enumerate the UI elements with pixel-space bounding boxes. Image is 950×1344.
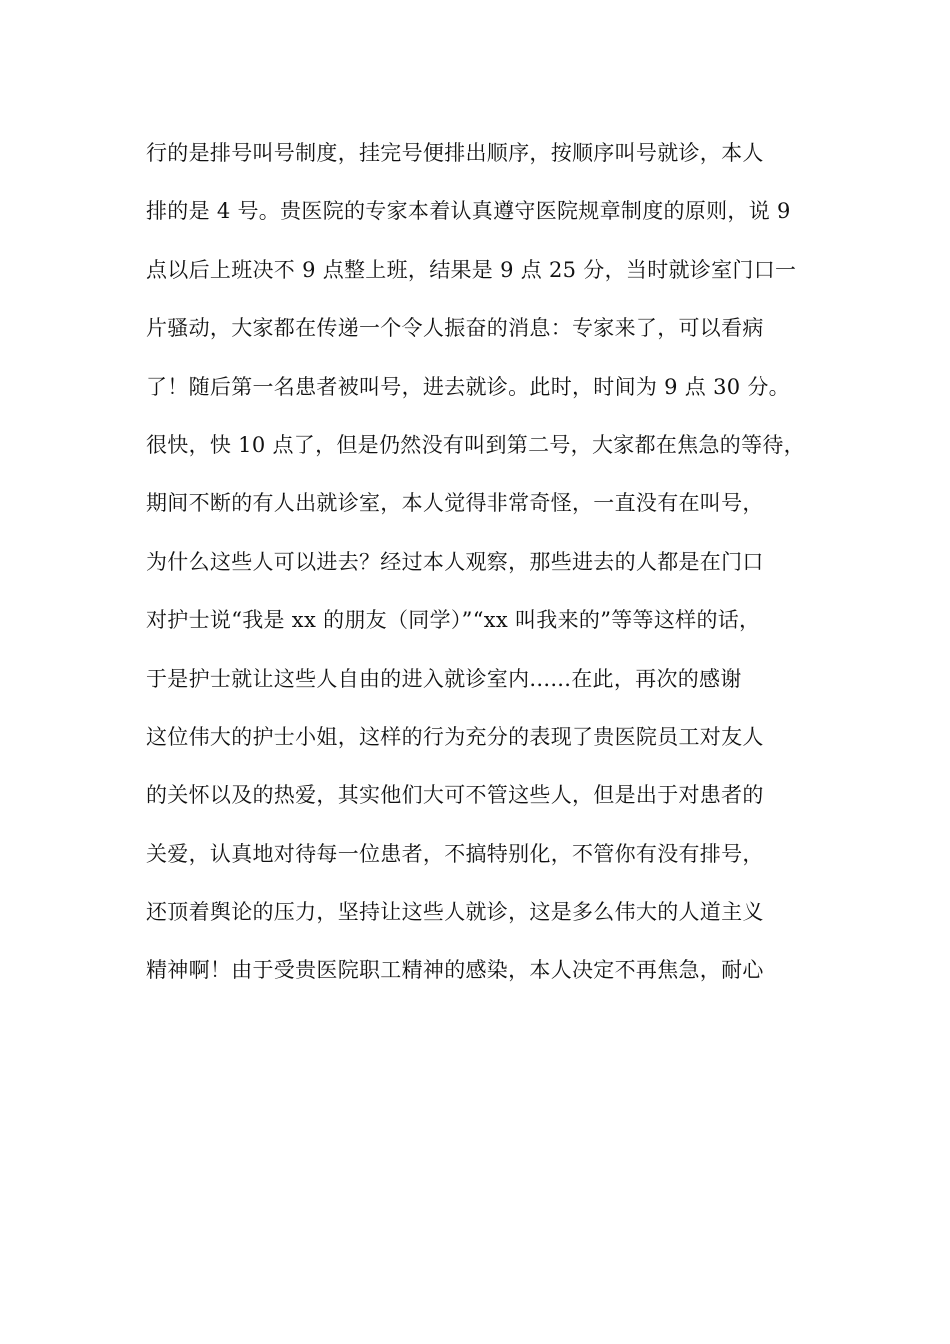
text-line: 片骚动，大家都在传递一个令人振奋的消息：专家来了，可以看病: [146, 316, 764, 341]
text-line: 排的是 4 号。贵医院的专家本着认真遵守医院规章制度的原则，说 9: [146, 199, 791, 224]
text-line: 了！随后第一名患者被叫号，进去就诊。此时，时间为 9 点 30 分。: [146, 374, 790, 399]
text-line: 的关怀以及的热爱，其实他们大可不管这些人，但是出于对患者的: [146, 783, 764, 808]
body-text: [146, 130, 836, 1006]
text-line: 期间不断的有人出就诊室，本人觉得非常奇怪，一直没有在叫号，: [146, 491, 764, 516]
text-line: 点以后上班决不 9 点整上班，结果是 9 点 25 分，当时就诊室门口一: [146, 257, 797, 282]
text-line: 这位伟大的护士小姐，这样的行为充分的表现了贵医院员工对友人: [146, 724, 764, 749]
text-line: 对护士说“我是 xx 的朋友（同学）”“xx 叫我来的”等等这样的话，: [146, 608, 761, 633]
text-line: 行的是排号叫号制度，挂完号便排出顺序，按顺序叫号就诊，本人: [146, 141, 764, 165]
text-line: 还顶着舆论的压力，坚持让这些人就诊，这是多么伟大的人道主义: [146, 900, 764, 925]
text-line: 于是护士就让这些人自由的进入就诊室内......在此，再次的感谢: [146, 666, 742, 691]
text-line: 为什么这些人可以进去？经过本人观察，那些进去的人都是在门口: [146, 549, 764, 574]
text-line: 关爱，认真地对待每一位患者，不搞特别化，不管你有没有排号，: [146, 841, 764, 866]
text-line: 很快，快 10 点了，但是仍然没有叫到第二号，大家都在焦急的等待，: [146, 432, 805, 457]
text-line: 精神啊！由于受贵医院职工精神的感染，本人决定不再焦急，耐心: [146, 958, 764, 983]
